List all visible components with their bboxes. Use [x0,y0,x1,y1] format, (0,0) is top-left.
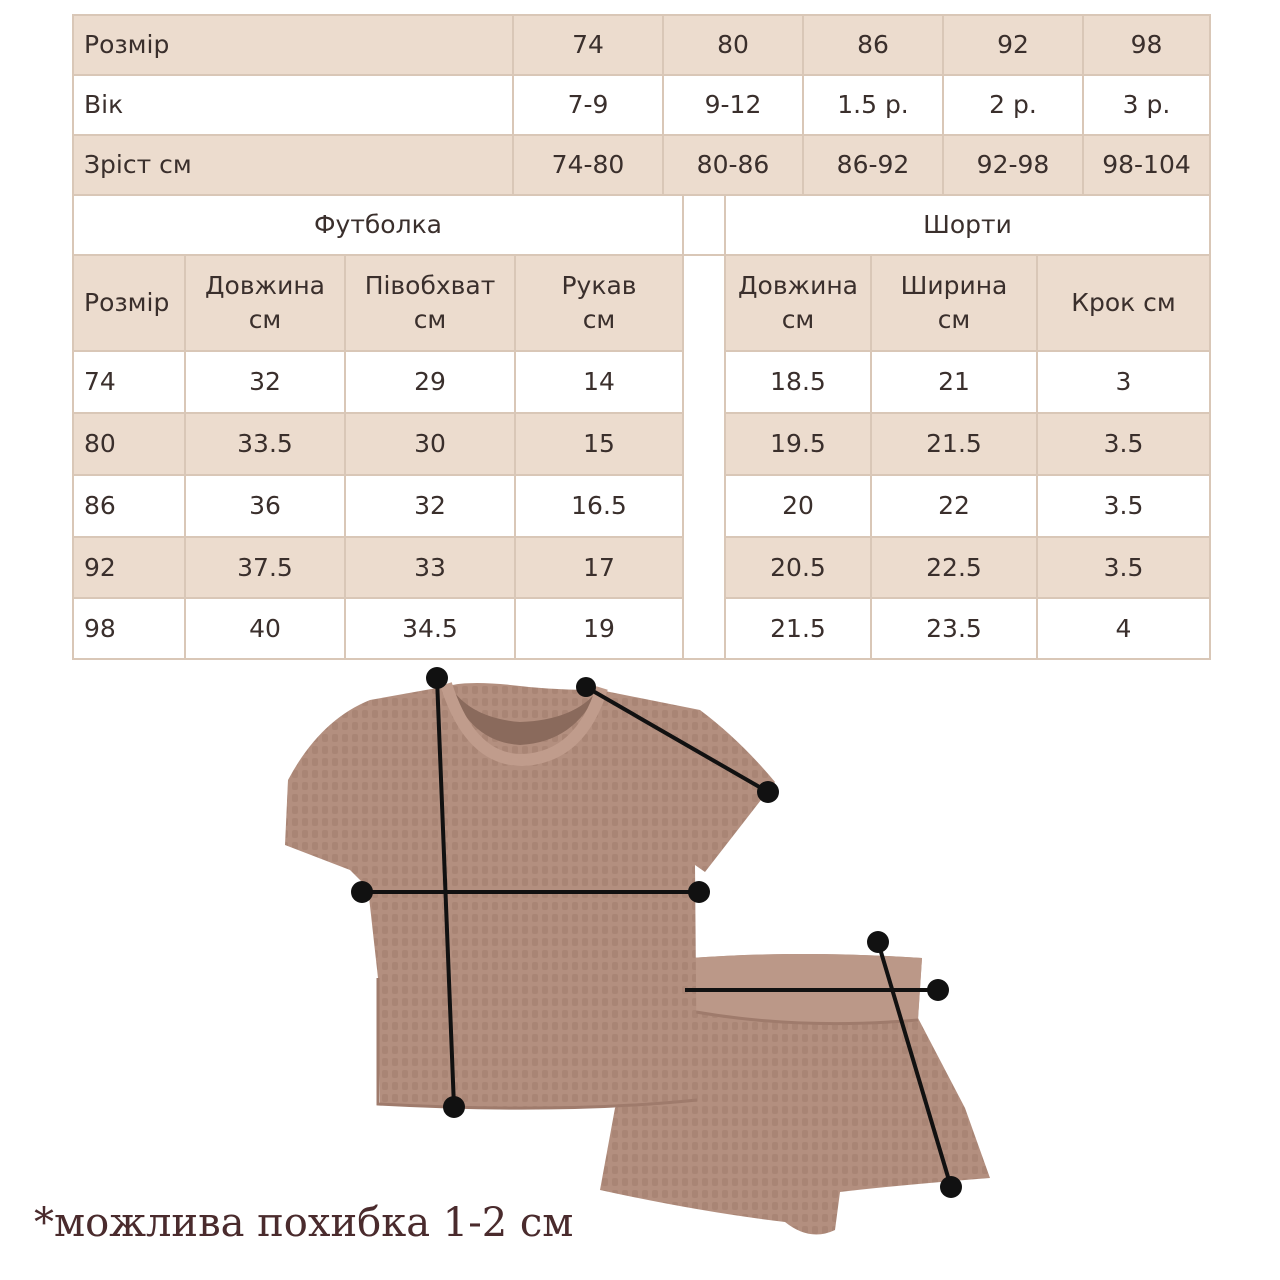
age-cell: 1.5 р. [804,76,944,136]
tshirt-cell: 37.5 [186,538,346,599]
tshirt-cell: 17 [516,538,684,599]
shorts-cell: 20 [726,476,872,538]
tshirt-cell: 33.5 [186,414,346,476]
size-cell: 98 [1084,16,1211,76]
tshirt-cell: 34.5 [346,599,516,660]
height-cell: 86-92 [804,136,944,196]
tshirt-cell: 16.5 [516,476,684,538]
tshirt-cell: 33 [346,538,516,599]
tshirt-header: Розмір [74,256,186,352]
shorts-cell: 21 [872,352,1038,414]
tshirt-cell: 15 [516,414,684,476]
shorts-cell: 4 [1038,599,1211,660]
shorts-cell: 3.5 [1038,476,1211,538]
tshirt-cell: 80 [74,414,186,476]
tshirt-cell: 19 [516,599,684,660]
age-cell: 7-9 [514,76,664,136]
height-cell: 92-98 [944,136,1084,196]
shorts-cell: 3.5 [1038,538,1211,599]
tshirt-title: Футболка [74,196,684,256]
age-cell: 3 р. [1084,76,1211,136]
tshirt-cell: 32 [186,352,346,414]
shorts-cell: 22.5 [872,538,1038,599]
shorts-title: Шорти [726,196,1211,256]
shorts-cell: 21.5 [872,414,1038,476]
size-cell: 74 [514,16,664,76]
shorts-cell: 3.5 [1038,414,1211,476]
shorts-cell: 22 [872,476,1038,538]
tshirt-cell: 29 [346,352,516,414]
shorts-cell: 23.5 [872,599,1038,660]
tolerance-note: *можлива похибка 1-2 см [34,1200,574,1246]
tshirt-cell: 14 [516,352,684,414]
shorts-cell: 3 [1038,352,1211,414]
shorts-cell: 18.5 [726,352,872,414]
shorts-header: Крок см [1038,256,1211,352]
shorts-cell: 20.5 [726,538,872,599]
tshirt-cell: 40 [186,599,346,660]
age-cell: 2 р. [944,76,1084,136]
height-cell: 98-104 [1084,136,1211,196]
tshirt-header: Довжина см [186,256,346,352]
tshirt-cell: 30 [346,414,516,476]
tshirt-cell: 86 [74,476,186,538]
tshirt-cell: 92 [74,538,186,599]
tshirt-header: Рукав см [516,256,684,352]
size-cell: 92 [944,16,1084,76]
shorts-cell: 19.5 [726,414,872,476]
shorts-header: Ширина см [872,256,1038,352]
tshirt-cell: 98 [74,599,186,660]
shorts-cell: 21.5 [726,599,872,660]
height-cell: 80-86 [664,136,804,196]
tshirt-cell: 74 [74,352,186,414]
size-cell: 86 [804,16,944,76]
tshirt-cell: 36 [186,476,346,538]
row-label-size: Розмір [74,16,514,76]
row-label-height: Зрiст см [74,136,514,196]
row-label-age: Вік [74,76,514,136]
size-cell: 80 [664,16,804,76]
age-cell: 9-12 [664,76,804,136]
shorts-header: Довжина см [726,256,872,352]
height-cell: 74-80 [514,136,664,196]
tshirt-header: Півобхват см [346,256,516,352]
tshirt-cell: 32 [346,476,516,538]
